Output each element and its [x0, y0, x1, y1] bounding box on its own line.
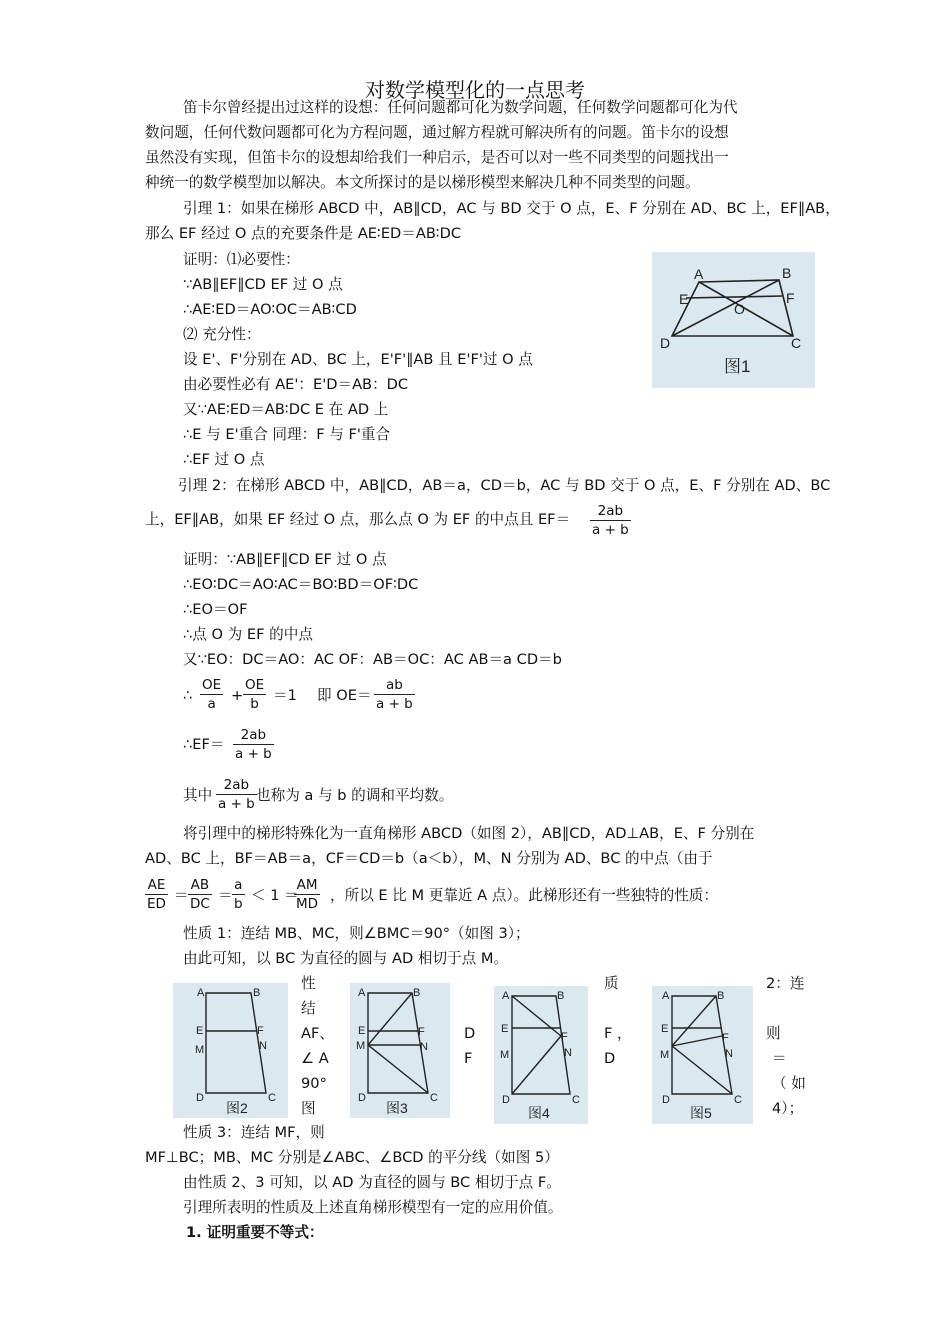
- prop1-line-2: 由此可知，以 BC 为直径的圆与 AD 相切于点 M。: [183, 950, 509, 967]
- frac-numerator: OE: [245, 677, 265, 693]
- prop3-line-2: MF⊥BC；MB、MC 分别是∠ABC、∠BCD 的平分线（如图 5）: [145, 1149, 559, 1166]
- section-1-heading: 1. 证明重要不等式：: [186, 1224, 324, 1241]
- prop2-c1-2: AF、: [301, 1025, 334, 1042]
- fig5-label-A: A: [662, 990, 670, 1002]
- frac-denominator: b: [234, 896, 243, 912]
- proof1-line-6: 由必要性必有 AE'：E'D＝AB：DC: [183, 376, 409, 393]
- fig1-label-O: O: [734, 301, 745, 317]
- ratio-equals-2: ＝: [218, 887, 233, 904]
- frac-numerator: AE: [147, 877, 166, 893]
- proof1-line-2: ∵AB∥EF∥CD EF 过 O 点: [183, 276, 343, 293]
- fraction-ab-dc: [188, 876, 212, 913]
- eq1-plus: +: [231, 687, 244, 704]
- prop2-c3-3: D: [604, 1050, 616, 1067]
- fig2-label-E: E: [196, 1025, 204, 1037]
- figure-3: [350, 983, 450, 1118]
- fraction-oe-a: [200, 676, 223, 713]
- fig5-label-D: D: [662, 1094, 670, 1106]
- prop2-c1-0: 性: [301, 975, 316, 992]
- proof1-line-5: 设 E'、F'分别在 AD、BC 上，E'F'∥AB 且 E'F'过 O 点: [183, 351, 533, 368]
- proof2-line-3: ∴EO＝OF: [183, 601, 248, 618]
- lemma1-line-1: 引理 1：如果在梯形 ABCD 中，AB∥CD，AC 与 BD 交于 O 点，E、F 分别在 AD、BC 上，EF∥AB，: [183, 200, 840, 217]
- special-line-1: 将引理中的梯形特殊化为一直角梯形 ABCD（如图 2），AB∥CD，AD⊥AB，E、F 分别在: [183, 825, 755, 842]
- proof2-line-1: 证明：∵AB∥EF∥CD EF 过 O 点: [183, 551, 387, 568]
- fraction-a-b: [232, 876, 245, 913]
- prop3-line-3: 由性质 2、3 可知，以 AD 为直径的圆与 BC 相切于点 F。: [183, 1174, 561, 1191]
- prop2-c3-2: F ，: [604, 1025, 632, 1042]
- ratio-equals-1: ＝: [174, 887, 189, 904]
- fig3-label-B: B: [413, 987, 421, 999]
- proof1-line-9: ∴EF 过 O 点: [183, 451, 265, 468]
- frac-denominator: b: [243, 694, 266, 713]
- lemma2-line-2: 上，EF∥AB，如果 EF 经过 O 点，那么点 O 为 EF 的中点且 EF＝: [145, 511, 571, 528]
- fig1-label-F: F: [786, 290, 795, 306]
- prop2-c4-0: 2：连: [766, 975, 805, 992]
- ratio-lt-one: ＜ 1 ＝: [251, 887, 299, 904]
- proof1-line-1: 证明：⑴必要性：: [183, 251, 300, 268]
- figure-5: [652, 986, 753, 1124]
- fig3-label-M: M: [356, 1040, 366, 1052]
- prop2-c2-0: D: [464, 1025, 476, 1042]
- prop2-c4-4: （ 如: [772, 1075, 806, 1092]
- frac-denominator: a + b: [592, 522, 629, 538]
- fraction-harmonic: [216, 776, 257, 813]
- fig3-label-F: F: [418, 1026, 425, 1038]
- frac-denominator: DC: [190, 896, 210, 912]
- lemma1-line-2: 那么 EF 经过 O 点的充要条件是 AE∶ED＝AB∶DC: [145, 225, 462, 242]
- fig4-label-F: F: [561, 1031, 568, 1043]
- fig2-label-N: N: [259, 1040, 267, 1052]
- fig2-label-A: A: [197, 987, 205, 999]
- fig1-label-E: E: [679, 291, 689, 307]
- fig3-label-D: D: [358, 1092, 366, 1104]
- fig1-label-D: D: [660, 335, 671, 351]
- fig1-label-A: A: [694, 266, 704, 282]
- frac-numerator: 2ab: [240, 727, 267, 743]
- frac-numerator: a: [234, 877, 243, 893]
- frac-denominator: a + b: [235, 746, 272, 762]
- fig1-label-B: B: [782, 265, 792, 281]
- fig4-label-C: C: [572, 1094, 580, 1106]
- harmonic-pre: 其中: [183, 787, 213, 804]
- eq1-mid: 即 OE＝: [317, 687, 372, 704]
- frac-numerator: AM: [296, 877, 318, 893]
- prop1-line-1: 性质 1：连结 MB、MC，则∠BMC＝90°（如图 3）；: [183, 925, 530, 942]
- special-line-2: AD、BC 上，BF＝AB＝a，CF＝CD＝b（a＜b），M、N 分别为 AD、BC 的中点（由于: [145, 850, 713, 867]
- fig1-caption: 图1: [724, 357, 751, 376]
- fig3-label-C: C: [430, 1092, 438, 1104]
- proof2-line-5: 又∵EO：DC＝AO：AC OF：AB＝OC：AC AB＝a CD＝b: [183, 651, 562, 668]
- fraction-ef-lemma2: [590, 502, 631, 539]
- fig2-label-C: C: [268, 1092, 276, 1104]
- fig2-label-F: F: [257, 1025, 264, 1037]
- fig5-label-E: E: [661, 1023, 669, 1035]
- fig4-label-M: M: [500, 1049, 510, 1061]
- proof1-line-8: ∴E 与 E'重合 同理：F 与 F'重合: [183, 426, 391, 443]
- fig2-label-B: B: [253, 987, 261, 999]
- fraction-oe-b: [243, 676, 266, 713]
- prop2-c1-3: ∠ A: [301, 1050, 329, 1067]
- fig4-label-A: A: [502, 990, 510, 1002]
- prop2-c1-1: 结: [301, 1000, 316, 1017]
- eq1-equals-one: ＝1: [273, 687, 297, 704]
- frac-numerator: AB: [190, 877, 210, 893]
- fig2-label-M: M: [195, 1044, 205, 1056]
- fig5-label-C: C: [734, 1094, 742, 1106]
- prop2-c4-2: 则: [766, 1025, 781, 1042]
- intro-line-1: 笛卡尔曾经提出过这样的设想：任何问题都可化为数学问题，任何数学问题都可化为代: [183, 99, 738, 116]
- frac-denominator: MD: [296, 896, 319, 912]
- fraction-ab-sum: [374, 676, 415, 713]
- proof1-line-3: ∴AE∶ED＝AO∶OC＝AB∶CD: [183, 301, 357, 318]
- fig5-label-F: F: [722, 1032, 729, 1044]
- frac-numerator: 2ab: [223, 777, 250, 793]
- fig4-label-E: E: [501, 1023, 509, 1035]
- fig2-caption: 图2: [226, 1100, 248, 1116]
- ratio-tail: ，所以 E 比 M 更靠近 A 点）。此梯形还有一些独特的性质：: [330, 887, 718, 904]
- eq2-prefix: ∴EF＝: [183, 736, 225, 753]
- fig3-caption: 图3: [386, 1100, 408, 1116]
- frac-denominator: a + b: [376, 696, 413, 712]
- frac-numerator: ab: [385, 677, 403, 693]
- prop3-line-1: 性质 3：连结 MF，则: [183, 1124, 325, 1141]
- fraction-am-md: [294, 876, 320, 913]
- frac-numerator: OE: [202, 677, 222, 693]
- figure-4: [494, 986, 588, 1124]
- eq1-therefore: ∴: [183, 687, 193, 704]
- prop2-c1-5: 图: [301, 1100, 316, 1117]
- proof1-line-4: ⑵ 充分性：: [183, 326, 261, 343]
- prop2-c4-3: ＝: [772, 1050, 787, 1067]
- proof2-line-4: ∴点 O 为 EF 的中点: [183, 626, 313, 643]
- frac-numerator: 2ab: [597, 503, 624, 519]
- fig4-label-B: B: [557, 990, 565, 1002]
- harmonic-post: 也称为 a 与 b 的调和平均数。: [256, 787, 454, 804]
- frac-denominator: a + b: [218, 796, 255, 812]
- prop2-c2-1: F: [464, 1050, 473, 1067]
- fig4-label-D: D: [502, 1094, 510, 1106]
- fig4-caption: 图4: [528, 1105, 550, 1121]
- prop3-line-4: 引理所表明的性质及上述直角梯形模型有一定的应用价值。: [183, 1199, 563, 1216]
- fig4-label-N: N: [564, 1047, 572, 1059]
- fig3-label-N: N: [420, 1041, 428, 1053]
- proof1-line-7: 又∵AE∶ED＝AB∶DC E 在 AD 上: [183, 401, 389, 418]
- intro-line-2: 数问题，任何代数问题都可化为方程问题，通过解方程就可解决所有的问题。笛卡尔的设想: [145, 124, 729, 141]
- page-title: 对数学模型化的一点思考: [365, 78, 585, 102]
- fig5-label-B: B: [717, 990, 725, 1002]
- figure-2: [173, 983, 288, 1118]
- fig5-label-M: M: [660, 1049, 670, 1061]
- intro-line-4: 种统一的数学模型加以解决。本文所探讨的是以梯形模型来解决几种不同类型的问题。: [145, 174, 700, 191]
- fraction-ef: [233, 726, 274, 763]
- figure-1: [652, 252, 815, 388]
- prop2-c4-5: 4）；: [772, 1100, 804, 1117]
- lemma2-line-1: 引理 2：在梯形 ABCD 中，AB∥CD，AB＝a，CD＝b，AC 与 BD 交于 O 点，E、F 分别在 AD、BC: [178, 477, 831, 494]
- fig2-label-D: D: [196, 1092, 204, 1104]
- fraction-ae-ed: [145, 876, 168, 913]
- fig5-caption: 图5: [690, 1105, 712, 1121]
- frac-denominator: a: [200, 694, 223, 713]
- prop2-c3-0: 质: [604, 975, 619, 992]
- fig3-label-A: A: [358, 987, 366, 999]
- fig3-label-E: E: [358, 1025, 366, 1037]
- proof2-line-2: ∴EO∶DC＝AO∶AC＝BO∶BD＝OF∶DC: [183, 576, 419, 593]
- intro-line-3: 虽然没有实现，但笛卡尔的设想却给我们一种启示，是否可以对一些不同类型的问题找出一: [145, 149, 729, 166]
- fig1-label-C: C: [791, 335, 802, 351]
- fig5-label-N: N: [725, 1048, 733, 1060]
- frac-denominator: ED: [147, 896, 166, 912]
- prop2-c1-4: 90°: [301, 1075, 327, 1092]
